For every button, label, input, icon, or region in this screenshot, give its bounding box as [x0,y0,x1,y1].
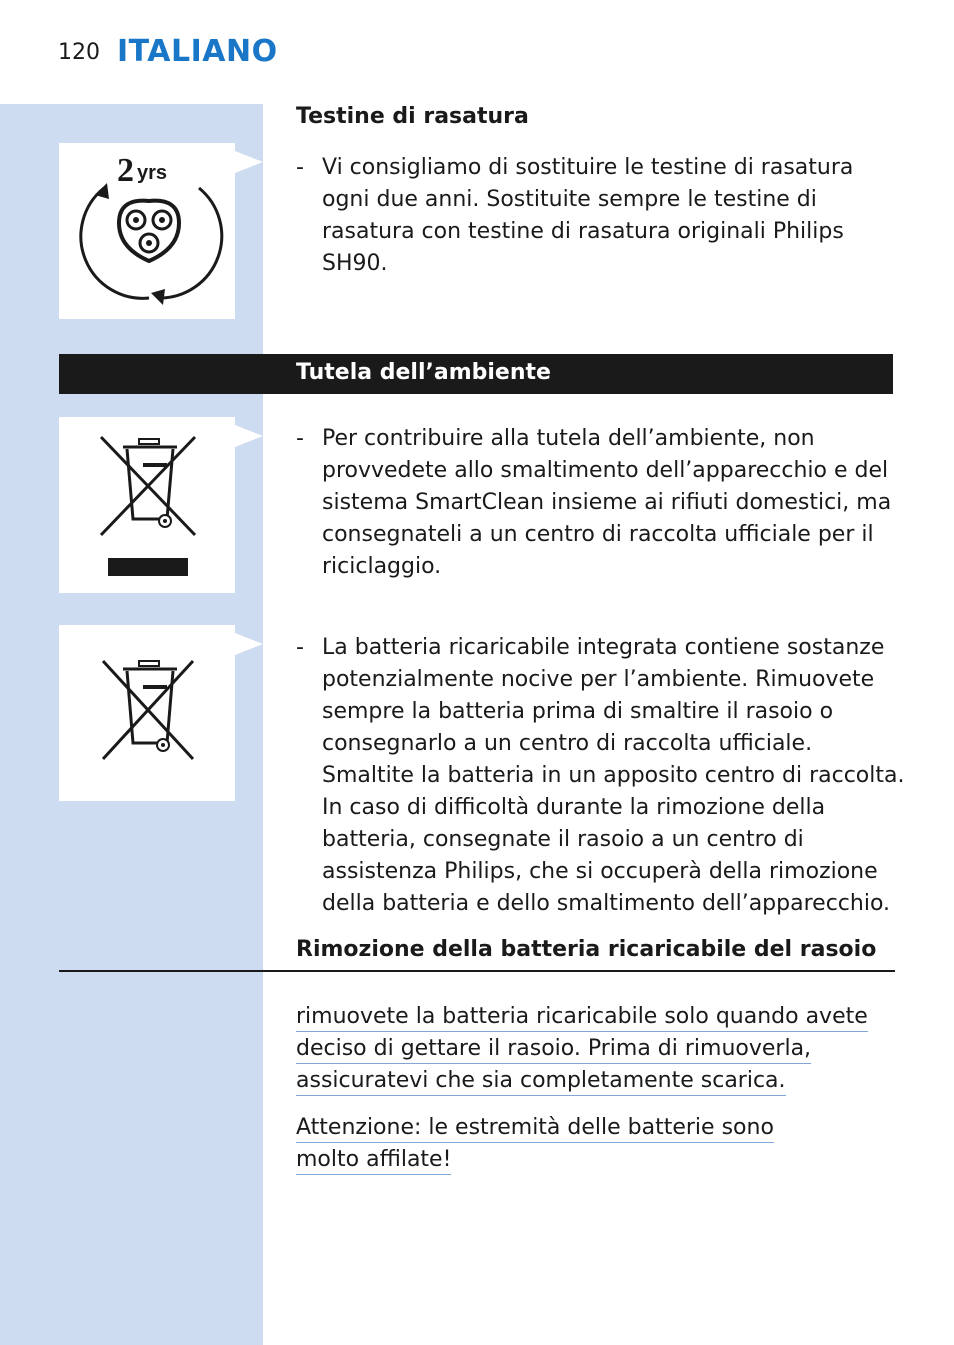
crossed-bin-icon [59,417,235,593]
icon-unit: yrs [137,162,168,184]
note-line: deciso di gettare il rasoio. Prima di rimuoverla, [296,1036,811,1064]
bullet: - [296,155,304,180]
page-number: 120 [58,40,100,65]
battery-note [296,1001,906,1097]
note-line: assicuratevi che sia completamente scarica. [296,1068,786,1096]
replace-2yrs-icon-box [59,143,235,319]
battery-removal-heading: Rimozione della batteria ricaricabile del rasoio [296,937,877,962]
caution-line: Attenzione: le estremità delle batterie sono [296,1115,774,1143]
shaving-heads-heading: Testine di rasatura [296,104,529,129]
note-line: rimuovete la batteria ricaricabile solo quando avete [296,1004,868,1032]
pointer-notch [235,151,263,173]
pointer-notch [235,425,263,447]
shaving-heads-text [296,152,906,280]
caution-line: molto affilate! [296,1147,451,1175]
environment-heading: Tutela dell’ambiente [296,360,551,385]
bullet: - [296,426,304,451]
icon-num: 2 [117,152,134,189]
environment-text-2 [296,632,906,920]
pointer-notch [235,633,263,655]
bullet: - [296,635,304,660]
weee-icon-box [59,417,235,593]
replace-2yrs-icon [59,143,235,319]
section-rule [59,970,895,972]
paragraph: Per contribuire alla tutela dell’ambiente, non provvedete allo smaltimento dell’apparecchio e del sistema SmartClean insieme ai rifiuti domestici, ma consegnateli a un centro di raccolta ufficiale per il riciclaggio. [322,426,892,579]
paragraph: Vi consigliamo di sostituire le testine di rasatura ogni due anni. Sostituite sempre le testine di rasatura con testine di rasatura originali Philips SH90. [322,155,854,276]
crossed-bin-icon [59,625,235,801]
language-title: ITALIANO [117,34,278,69]
environment-text-1 [296,423,906,583]
environment-heading-bar [59,354,893,394]
paragraph: La batteria ricaricabile integrata contiene sostanze potenzialmente nocive per l’ambiente. Rimuovete sempre la batteria prima di smaltire il rasoio o consegnarlo a un centro di raccolta ufficiale. Smaltite la batteria in un apposito centro di raccolta. In caso di difficoltà durante la rimozione della batteria, consegnate il rasoio a un centro di assistenza Philips, che si occuperà della rimozione della batteria e dello smaltimento dell’apparecchio. [322,635,905,916]
battery-weee-icon-box [59,625,235,801]
battery-caution [296,1112,906,1176]
